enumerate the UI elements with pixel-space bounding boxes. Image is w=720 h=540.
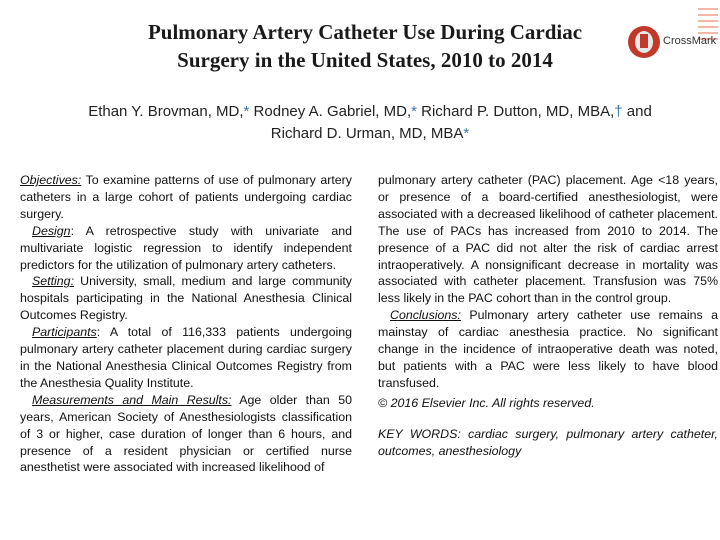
crossmark-label: CrossMark: [663, 35, 717, 47]
crossmark-badge[interactable]: [628, 26, 720, 58]
keywords: KEY WORDS: cardiac surgery, pulmonary artery catheter, outcomes, anesthesiology: [378, 426, 718, 458]
affiliation-mark: †: [614, 103, 623, 120]
title-line-1: Pulmonary Artery Catheter Use During Cardiac: [147, 20, 583, 44]
author-line-1: [50, 101, 690, 123]
affiliation-mark: *: [463, 125, 470, 142]
measurements-paragraph: [20, 392, 352, 477]
conclusions-paragraph: [378, 307, 718, 392]
author-line-2: [50, 123, 690, 145]
objectives-text: To examine patterns of use of pulmonary artery catheters in a large cohort of patients undergoing cardiac surgery.: [20, 173, 352, 221]
setting-paragraph: [20, 273, 352, 324]
measurements-text: Age older than 50 years, American Society of Anesthesiologists classification of 3 or higher, case duration of longer than 6 hours, and presence of a resident physician or certified nurse anesthetist were associated with increased likelihood of: [20, 392, 352, 475]
crossmark-icon: [628, 26, 660, 58]
setting-text: University, small, medium and large community hospitals participating in the National Anesthesia Clinical Outcomes Registry.: [20, 274, 352, 323]
abstract-right-column: [378, 172, 718, 460]
participants-paragraph: [20, 324, 352, 392]
results-continued-paragraph: pulmonary artery catheter (PAC) placement. Age <18 years, or presence of a board-certified anesthesiologist, were associated with a decreased likelihood of catheter placement. The use of PACs has increased from 2010 to 2014. The presence of a PAC did not alter the risk of cardiac arrest intraoperatively. A nonsignificant decrease in mortality was associated with catheter placement. Transfusion was 75% less likely in the PAC cohort than in the control group.: [378, 173, 718, 306]
design-paragraph: [20, 223, 352, 274]
author-list: [50, 101, 690, 145]
copyright-notice: © 2016 Elsevier Inc. All rights reserved.: [378, 395, 595, 410]
author-name: Richard P. Dutton, MD, MBA,: [416, 103, 615, 120]
measurements-label: Measurements and Main Results:: [32, 392, 232, 407]
objectives-label: Objectives:: [20, 173, 82, 187]
participants-text: : A total of 116,333 patients undergoing pulmonary artery catheter placement during cardiac surgery in the National Anesthesia Clinical Outcomes Registry from the Anesthesia Quality Institute.: [20, 325, 352, 390]
author-name: Rodney A. Gabriel, MD,: [249, 103, 412, 120]
affiliation-mark: *: [411, 103, 417, 120]
paper-title: [130, 18, 600, 74]
affiliation-mark: *: [243, 103, 250, 120]
author-name: Ethan Y. Brovman, MD,: [88, 103, 244, 120]
design-label: Design: [32, 223, 71, 238]
abstract-left-column: [20, 172, 352, 476]
objectives-paragraph: [20, 172, 352, 223]
participants-label: Participants: [32, 325, 97, 340]
design-text: : A retrospective study with univariate and multivariate logistic regression to identify independent predictors for the utilization of pulmonary artery catheters.: [20, 223, 352, 272]
setting-label: Setting:: [32, 274, 75, 289]
conclusions-label: Conclusions:: [390, 308, 461, 323]
author-name: Richard D. Urman, MD, MBA: [270, 125, 464, 142]
title-line-2: Surgery in the United States, 2010 to 2014: [177, 48, 553, 72]
conclusions-text: Pulmonary artery catheter use remains a mainstay of cardiac anesthesia practice. No significant change in the incidence of intraoperative death was noted, but patients with a PAC were less likely to have blood transfused.: [378, 308, 718, 390]
author-conjunction: and: [622, 103, 652, 120]
